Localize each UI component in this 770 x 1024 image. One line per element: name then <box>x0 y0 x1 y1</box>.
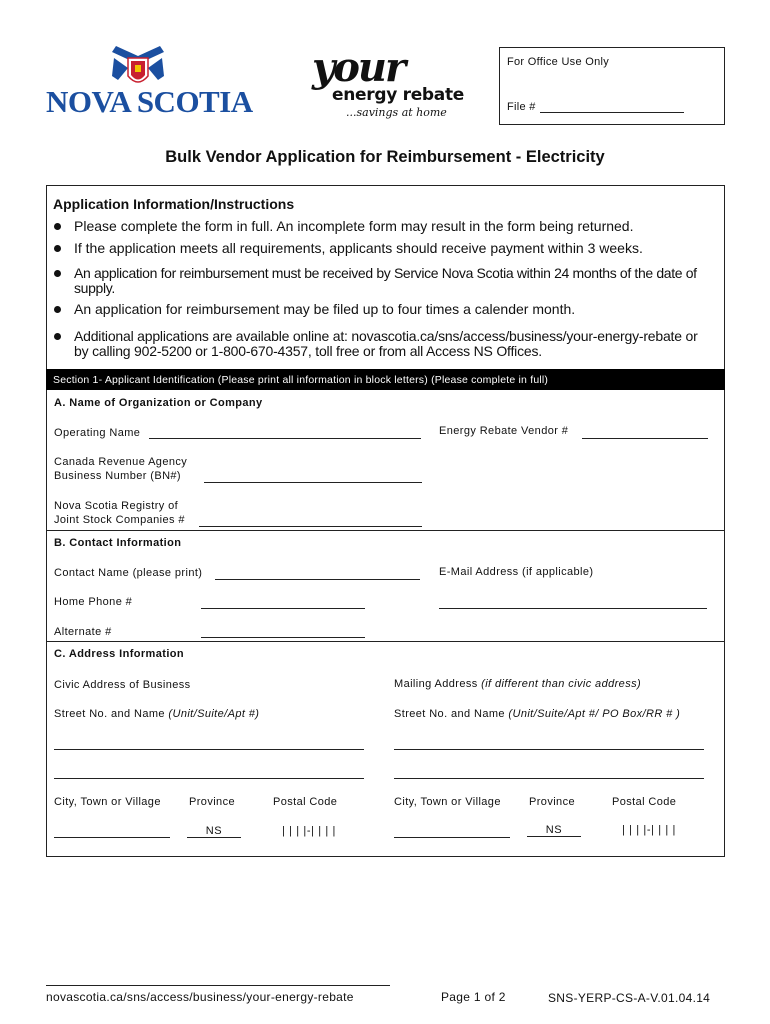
registry-label-line1: Nova Scotia Registry of <box>54 500 179 512</box>
instructions-heading: Application Information/Instructions <box>53 196 295 212</box>
instruction-item: Please complete the form in full. An incomplete form may result in the form being returned. <box>54 219 714 234</box>
vendor-number-field[interactable] <box>582 438 708 439</box>
page-number: Page 1 of 2 <box>441 990 506 1004</box>
instruction-item: An application for reimbursement must be received by Service Nova Scotia within 24 months of the date of supply. <box>54 266 714 296</box>
mailing-city-field[interactable] <box>394 837 510 838</box>
logo-energy-rebate: energy rebate <box>332 85 465 105</box>
mailing-street-field-2[interactable] <box>394 778 704 779</box>
bullet-icon <box>54 333 61 340</box>
civic-street-label: Street No. and Name (Unit/Suite/Apt #) <box>54 708 260 720</box>
office-file-label: File # <box>507 101 536 113</box>
vendor-number-label: Energy Rebate Vendor # <box>439 425 569 437</box>
bullet-icon <box>54 270 61 277</box>
home-phone-field[interactable] <box>201 608 365 609</box>
mailing-address-label: Mailing Address (if different than civic address) <box>394 678 642 690</box>
section-a-title: A. Name of Organization or Company <box>54 397 263 409</box>
divider <box>47 530 724 531</box>
civic-city-field[interactable] <box>54 837 170 838</box>
logo-savings-at-home: ...savings at home <box>346 106 447 119</box>
civic-street-field-1[interactable] <box>54 749 364 750</box>
business-number-field[interactable] <box>204 482 422 483</box>
cra-label-line1: Canada Revenue Agency <box>54 456 188 468</box>
nova-scotia-logo <box>46 46 253 119</box>
mailing-postal-label: Postal Code <box>612 796 677 808</box>
cra-label-line2: Business Number (BN#) <box>54 470 181 482</box>
section-1-header: Section 1- Applicant Identification (Please print all information in block letters) (Please complete in full) <box>46 369 725 390</box>
mailing-street-label: Street No. and Name (Unit/Suite/Apt #/ PO Box/RR # ) <box>394 708 681 720</box>
operating-name-field[interactable] <box>149 438 421 439</box>
applicant-form <box>46 390 725 857</box>
office-use-title: For Office Use Only <box>507 56 610 68</box>
energy-rebate-logo <box>312 44 465 124</box>
contact-name-field[interactable] <box>215 579 420 580</box>
nova-scotia-wordmark: NOVA SCOTIA <box>46 84 253 119</box>
bullet-icon <box>54 245 61 252</box>
bullet-icon <box>54 223 61 230</box>
bullet-icon <box>54 306 61 313</box>
instruction-item: If the application meets all requirements, applicants should receive payment within 3 weeks. <box>54 241 714 256</box>
alternate-phone-label: Alternate # <box>54 626 112 638</box>
divider <box>47 641 724 642</box>
email-label: E-Mail Address (if applicable) <box>439 566 594 578</box>
form-code: SNS-YERP-CS-A-V.01.04.14 <box>548 991 711 1005</box>
civic-province-field[interactable] <box>187 837 241 838</box>
mailing-province-field[interactable] <box>527 836 581 837</box>
joint-stock-number-field[interactable] <box>199 526 422 527</box>
section-b-title: B. Contact Information <box>54 537 182 549</box>
home-phone-label: Home Phone # <box>54 596 133 608</box>
instruction-item: Additional applications are available online at: novascotia.ca/sns/access/business/your-energy-rebate or by calling 902-5200 or 1-800-670-4357, toll free or from all Access NS Offices. <box>54 329 714 359</box>
email-field[interactable] <box>439 608 707 609</box>
footer-rule <box>46 985 390 986</box>
footer-url: novascotia.ca/sns/access/business/your-energy-rebate <box>46 990 354 1004</box>
section-c-title: C. Address Information <box>54 648 185 660</box>
office-use-box <box>499 47 725 125</box>
mailing-postal-field[interactable]: | | | |-| | | | <box>622 824 676 836</box>
alternate-phone-field[interactable] <box>201 637 365 638</box>
civic-street-field-2[interactable] <box>54 778 364 779</box>
civic-postal-label: Postal Code <box>273 796 338 808</box>
mailing-province-label: Province <box>529 796 575 808</box>
mailing-city-label: City, Town or Village <box>394 796 501 808</box>
contact-name-label: Contact Name (please print) <box>54 567 203 579</box>
civic-city-label: City, Town or Village <box>54 796 161 808</box>
registry-label-line2: Joint Stock Companies # <box>54 514 185 526</box>
document-title: Bulk Vendor Application for Reimbursement - Electricity <box>165 148 605 166</box>
civic-postal-field[interactable]: | | | |-| | | | <box>282 825 336 837</box>
operating-name-label: Operating Name <box>54 427 141 439</box>
instruction-item: An application for reimbursement may be filed up to four times a calender month. <box>54 302 714 317</box>
office-file-field[interactable] <box>540 112 684 113</box>
mailing-province-value: NS <box>545 824 563 836</box>
mailing-street-field-1[interactable] <box>394 749 704 750</box>
logo-your: your <box>312 44 405 91</box>
civic-province-label: Province <box>189 796 235 808</box>
civic-address-label: Civic Address of Business <box>54 679 191 691</box>
civic-province-value: NS <box>205 825 223 837</box>
instructions-box <box>46 185 725 369</box>
